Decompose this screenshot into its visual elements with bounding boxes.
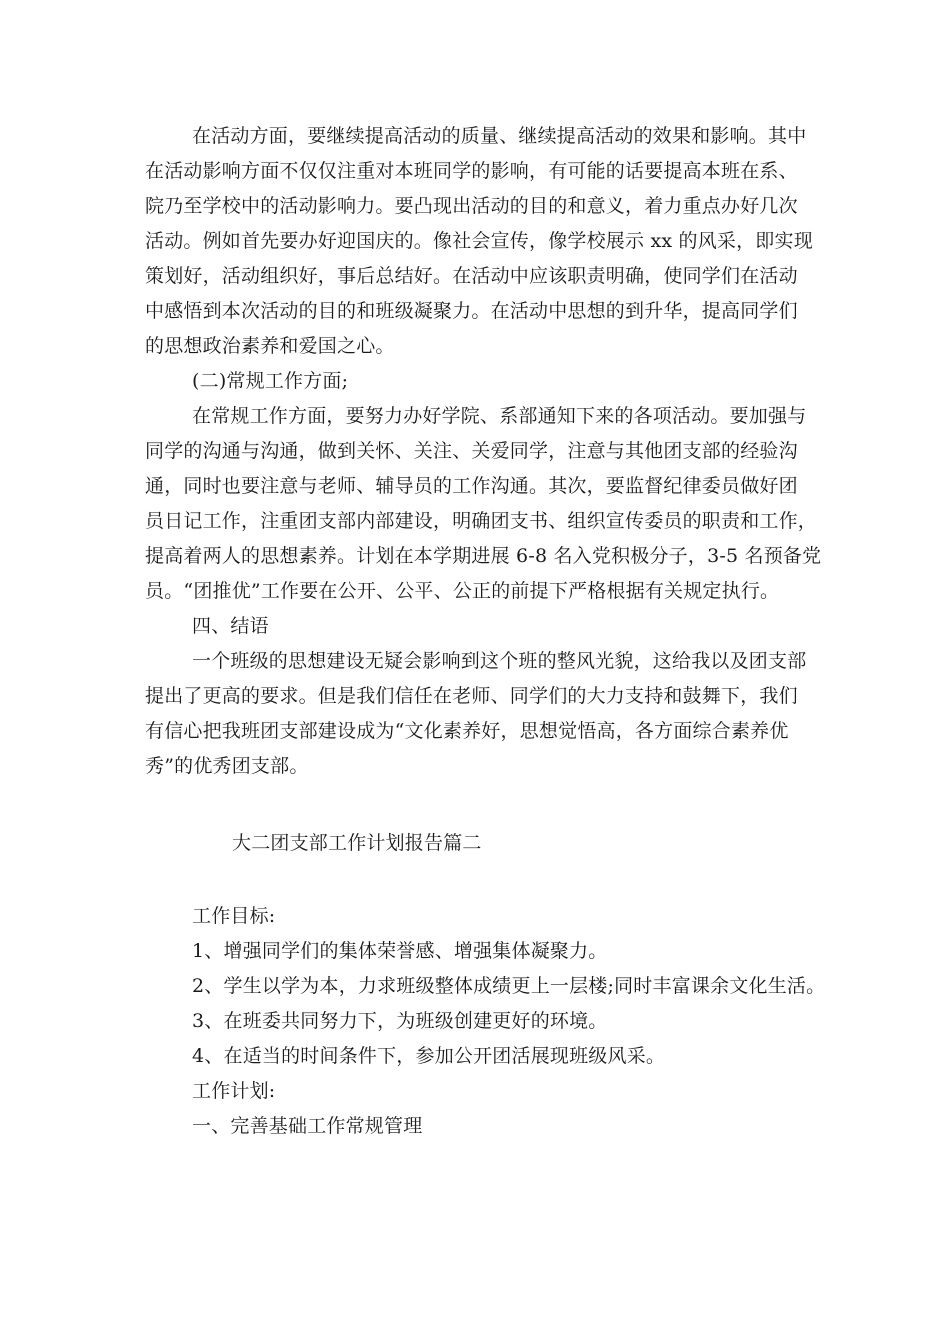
paragraph-line: 员日记工作，注重团支部内部建设，明确团支书、组织宣传委员的职责和工作， (145, 510, 818, 532)
paragraph-line: 提高着两人的思想素养。计划在本学期进展 6-8 名入党积极分子，3-5 名预备党 (145, 545, 822, 567)
goal-item: 3、在班委共同努力下，为班级创建更好的环境。 (192, 1010, 608, 1032)
section-heading: (二)常规工作方面; (192, 370, 349, 392)
paragraph-line: 通，同时也要注意与老师、辅导员的工作沟通。其次，要监督纪律委员做好团 (145, 475, 798, 497)
paragraph-line: 院乃至学校中的活动影响力。要凸现出活动的目的和意义，着力重点办好几次 (145, 195, 798, 217)
paragraph-line: 策划好，活动组织好，事后总结好。在活动中应该职责明确，使同学们在活动 (145, 265, 798, 287)
plan-label: 工作计划: (192, 1080, 276, 1102)
paragraph-line: 中感悟到本次活动的目的和班级凝聚力。在活动中思想的到升华，提高同学们 (145, 300, 798, 322)
paragraph-line: 秀”的优秀团支部。 (145, 755, 309, 777)
goal-item: 2、学生以学为本，力求班级整体成绩更上一层楼;同时丰富课余文化生活。 (192, 975, 826, 997)
paragraph-line: 在活动方面，要继续提高活动的质量、继续提高活动的效果和影响。其中 (192, 125, 807, 147)
paragraph-line: 同学的沟通与沟通，做到关怀、关注、关爱同学，注意与其他团支部的经验沟 (145, 440, 798, 462)
paragraph-line: 一个班级的思想建设无疑会影响到这个班的整风光貌，这给我以及团支部 (192, 650, 807, 672)
document-title: 大二团支部工作计划报告篇二 (232, 832, 482, 854)
paragraph-line: 的思想政治素养和爱国之心。 (145, 335, 395, 357)
paragraph-line: 有信心把我班团支部建设成为“文化素养好，思想觉悟高，各方面综合素养优 (145, 720, 789, 742)
paragraph-line: 在常规工作方面，要努力办好学院、系部通知下来的各项活动。要加强与 (192, 405, 807, 427)
paragraph-line: 员。“团推优”工作要在公开、公平、公正的前提下严格根据有关规定执行。 (145, 580, 780, 602)
plan-item: 一、完善基础工作常规管理 (192, 1115, 423, 1137)
goal-item: 4、在适当的时间条件下，参加公开团活展现班级风采。 (192, 1045, 666, 1067)
paragraph-line: 在活动影响方面不仅仅注重对本班同学的影响，有可能的话要提高本班在系、 (145, 160, 798, 182)
paragraph-line: 提出了更高的要求。但是我们信任在老师、同学们的大力支持和鼓舞下，我们 (145, 685, 798, 707)
goal-item: 1、增强同学们的集体荣誉感、增强集体凝聚力。 (192, 940, 608, 962)
section-heading: 四、结语 (192, 615, 269, 637)
goals-label: 工作目标: (192, 905, 276, 927)
paragraph-line: 活动。例如首先要办好迎国庆的。像社会宣传，像学校展示 xx 的风采，即实现 (145, 230, 813, 252)
